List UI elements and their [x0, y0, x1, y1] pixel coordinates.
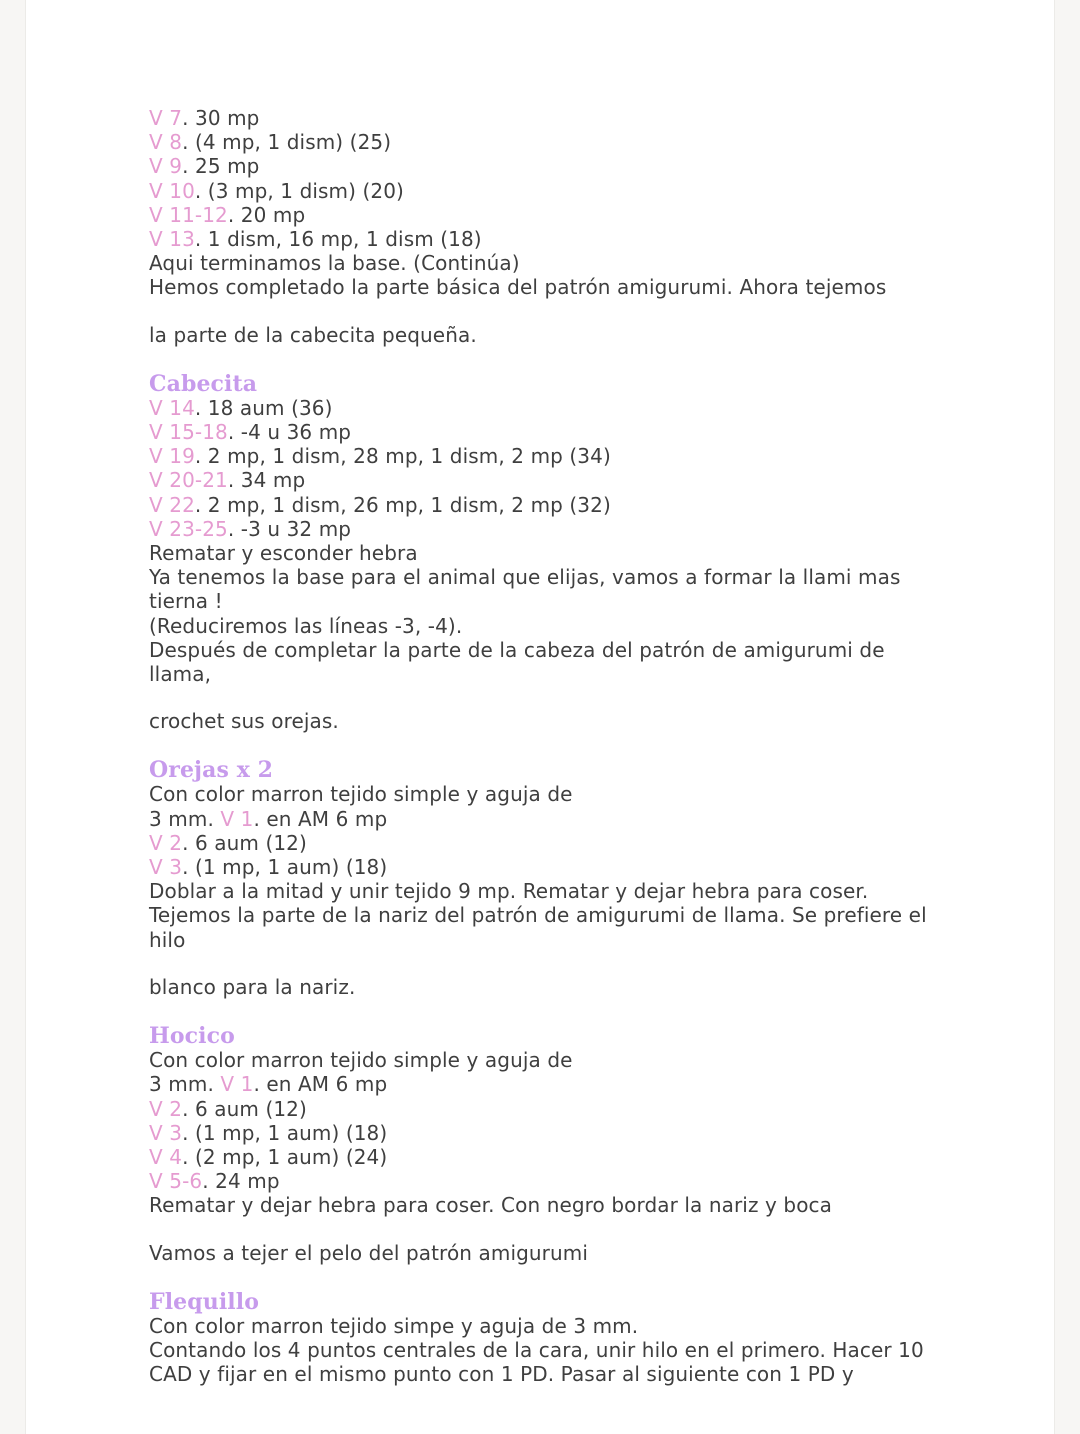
section-heading-flequillo: Flequillo: [149, 1288, 259, 1315]
round-line: [149, 1097, 939, 1121]
round-label: V 2: [149, 830, 183, 855]
round-text: . 1 dism, 16 mp, 1 dism (18): [194, 227, 482, 252]
round-label: V 22: [149, 492, 195, 517]
paragraph: Rematar y dejar hebra para coser. Con negro bordar la nariz y boca: [149, 1193, 832, 1218]
round-text: . (1 mp, 1 aum) (18): [182, 855, 388, 880]
round-line: [149, 179, 939, 203]
round-label: V 3: [149, 1120, 183, 1145]
round-text: . (1 mp, 1 aum) (18): [182, 1120, 388, 1145]
round-text: . (3 mp, 1 dism) (20): [194, 178, 404, 203]
paragraph: Después de completar la parte de la cabeza del patrón de amigurumi de llama,: [149, 637, 885, 687]
round-label: V 7: [149, 106, 183, 130]
paragraph: Con color marron tejido simple y aguja de: [149, 1048, 573, 1073]
round-text: . -4 u 36 mp: [227, 420, 352, 445]
round-label: V 14: [149, 395, 195, 420]
round-label: V 11-12: [149, 202, 228, 227]
round-label: V 3: [149, 855, 183, 880]
round-line: [149, 227, 939, 251]
round-label: V 9: [149, 154, 183, 179]
paragraph: Vamos a tejer el pelo del patrón amigurumi: [149, 1240, 589, 1265]
paragraph: (Reduciremos las líneas -3, -4).: [149, 613, 463, 638]
round-label: V 20-21: [149, 468, 228, 493]
paragraph: Con color marron tejido simple y aguja de: [149, 782, 573, 807]
section-heading-cabecita: Cabecita: [149, 370, 258, 397]
round-text: . 25 mp: [182, 154, 260, 179]
spacer: [149, 300, 939, 323]
round-text: . 6 aum (12): [182, 1096, 307, 1121]
document-page: [26, 0, 1054, 1434]
round-line: [149, 444, 939, 468]
round-label: V 19: [149, 444, 195, 469]
round-text: . 2 mp, 1 dism, 26 mp, 1 dism, 2 mp (32): [194, 492, 611, 517]
round-line: [149, 517, 939, 541]
pattern-content: [149, 106, 939, 1386]
round-line: [149, 807, 939, 831]
round-line: [149, 468, 939, 492]
round-text: . 20 mp: [227, 202, 306, 227]
round-line: [149, 1145, 939, 1169]
round-text: . en AM 6 mp: [253, 1072, 388, 1097]
round-label: V 13: [149, 227, 195, 252]
spacer: [149, 999, 939, 1022]
round-label: V 23-25: [149, 516, 228, 541]
paragraph: la parte de la cabecita pequeña.: [149, 322, 477, 347]
round-line: [149, 1169, 939, 1193]
round-line: [149, 130, 939, 154]
round-label: V 15-18: [149, 420, 228, 445]
round-line: [149, 154, 939, 178]
round-label: V 10: [149, 178, 195, 203]
paragraph: Doblar a la mitad y unir tejido 9 mp. Rematar y dejar hebra para coser.: [149, 879, 869, 904]
round-prefix: 3 mm.: [149, 806, 221, 831]
round-line: [149, 1121, 939, 1145]
paragraph: Contando los 4 puntos centrales de la cara, unir hilo en el primero. Hacer 10 CAD y fijar en el mismo punto con 1 PD. Pasar al siguiente con 1 PD y: [149, 1337, 924, 1387]
spacer: [149, 686, 939, 709]
round-label: V 1: [220, 806, 254, 831]
section-heading-hocico: Hocico: [149, 1023, 235, 1050]
spacer: [149, 733, 939, 756]
round-label: V 2: [149, 1096, 183, 1121]
section-heading-orejas: Orejas x 2: [149, 757, 274, 784]
round-text: . 18 aum (36): [194, 395, 333, 420]
paragraph: Tejemos la parte de la nariz del patrón de amigurumi de llama. Se prefiere el hilo: [149, 903, 927, 952]
paragraph: Con color marron tejido simpe y aguja de 3 mm.: [149, 1313, 639, 1338]
paragraph: Hemos completado la parte básica del patrón amigurumi. Ahora tejemos: [149, 275, 887, 300]
paragraph: crochet sus orejas.: [149, 709, 339, 734]
round-line: [149, 106, 939, 130]
round-prefix: 3 mm.: [149, 1072, 221, 1097]
round-text: . (4 mp, 1 dism) (25): [182, 130, 392, 155]
round-label: V 8: [149, 130, 183, 155]
round-line: [149, 1072, 939, 1096]
round-label: V 4: [149, 1144, 183, 1169]
spacer: [149, 347, 939, 370]
round-text: . 6 aum (12): [182, 830, 307, 855]
round-label: V 1: [220, 1072, 254, 1097]
round-text: . 2 mp, 1 dism, 28 mp, 1 dism, 2 mp (34): [194, 444, 611, 469]
paragraph: Ya tenemos la base para el animal que elijas, vamos a formar la llami mas tierna !: [149, 565, 901, 614]
round-line: [149, 203, 939, 227]
round-line: [149, 831, 939, 855]
round-text: . en AM 6 mp: [253, 806, 388, 831]
spacer: [149, 1218, 939, 1241]
round-text: . -3 u 32 mp: [227, 516, 352, 541]
round-text: . 24 mp: [202, 1169, 280, 1194]
round-line: [149, 396, 939, 420]
round-text: . 34 mp: [227, 468, 306, 493]
round-text: . 30 mp: [182, 106, 260, 130]
spacer: [149, 952, 939, 975]
round-line: [149, 493, 939, 517]
round-line: [149, 855, 939, 879]
paragraph: blanco para la nariz.: [149, 974, 356, 999]
round-line: [149, 420, 939, 444]
round-label: V 5-6: [149, 1169, 203, 1194]
paragraph: Rematar y esconder hebra: [149, 541, 418, 566]
paragraph: Aqui terminamos la base. (Continúa): [149, 251, 520, 276]
round-text: . (2 mp, 1 aum) (24): [182, 1144, 388, 1169]
spacer: [149, 1265, 939, 1288]
